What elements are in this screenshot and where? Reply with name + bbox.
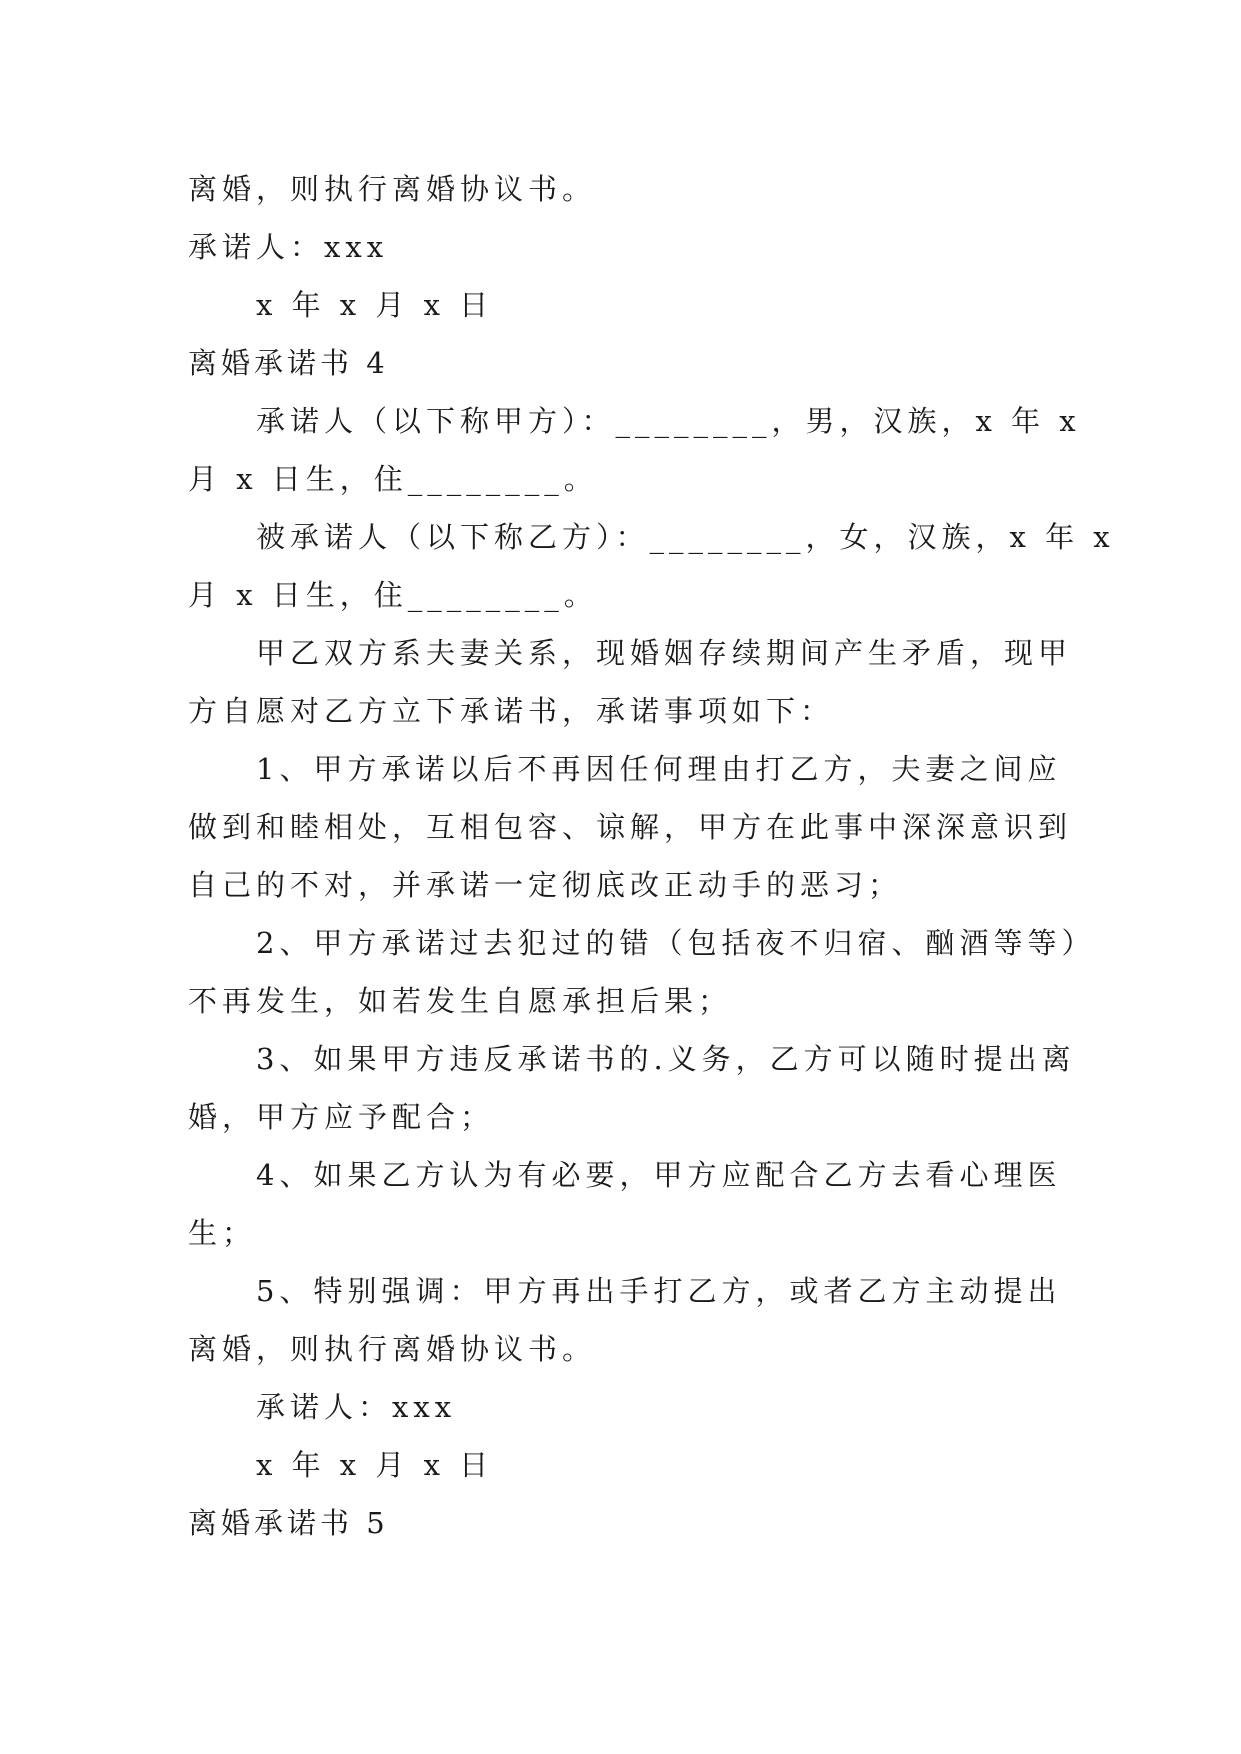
text-line: 离婚，则执行离婚协议书。 (188, 172, 597, 206)
clause-line: 3、如果甲方违反承诺书的.义务，乙方可以随时提出离 (256, 1042, 1076, 1076)
clause-line: 不再发生，如若发生自愿承担后果； (188, 984, 733, 1018)
date-line: x 年 x 月 x 日 (256, 288, 494, 322)
party-b-address-line: 月 x 日生，住________。 (188, 578, 598, 612)
text-line: 方自愿对乙方立下承诺书，承诺事项如下： (188, 694, 835, 728)
text-line: 甲乙双方系夫妻关系，现婚姻存续期间产生矛盾，现甲 (256, 636, 1073, 670)
party-a-address-line: 月 x 日生，住________。 (188, 462, 598, 496)
clause-line: 4、如果乙方认为有必要，甲方应配合乙方去看心理医 (256, 1158, 1062, 1192)
clause-line: 生； (188, 1216, 257, 1250)
date-line: x 年 x 月 x 日 (256, 1448, 494, 1482)
party-b-line: 被承诺人（以下称乙方）：________，女，汉族，x 年 x (256, 520, 1115, 554)
party-a-line: 承诺人（以下称甲方）：________，男，汉族，x 年 x (256, 404, 1081, 438)
document-body (188, 160, 1115, 1552)
clause-line: 自己的不对，并承诺一定彻底改正动手的恶习； (188, 868, 903, 902)
clause-line: 1、甲方承诺以后不再因任何理由打乙方，夫妻之间应 (256, 752, 1062, 786)
section-heading: 离婚承诺书 4 (188, 346, 389, 380)
clause-line: 离婚，则执行离婚协议书。 (188, 1332, 597, 1366)
signatory-line: 承诺人：xxx (188, 230, 389, 264)
clause-line: 婚，甲方应予配合； (188, 1100, 495, 1134)
signatory-line: 承诺人：xxx (256, 1390, 457, 1424)
clause-line: 5、特别强调：甲方再出手打乙方，或者乙方主动提出 (256, 1274, 1062, 1308)
clause-line: 2、甲方承诺过去犯过的错（包括夜不归宿、酗酒等等） (256, 926, 1096, 960)
clause-line: 做到和睦相处，互相包容、谅解，甲方在此事中深深意识到 (188, 810, 1073, 844)
section-heading: 离婚承诺书 5 (188, 1506, 389, 1540)
